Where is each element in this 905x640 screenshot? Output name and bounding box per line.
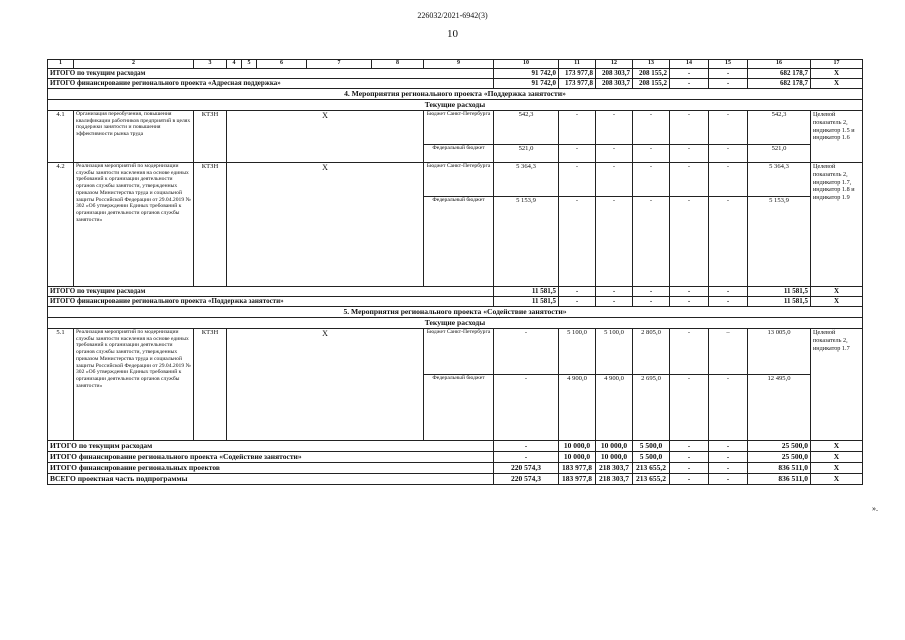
amount-cell: - xyxy=(596,197,633,287)
col-index: 2 xyxy=(74,60,194,69)
total-value: 11 581,5 xyxy=(494,297,559,307)
item-executor: КТЗН xyxy=(194,111,227,163)
total-label: ИТОГО по текущим расходам xyxy=(48,441,494,452)
amount-cell: - xyxy=(559,197,596,287)
amount-cell: - xyxy=(494,375,559,441)
amount-cell: - xyxy=(709,163,748,197)
item-number: 4.1 xyxy=(48,111,74,163)
funding-source: Федеральный бюджет xyxy=(424,375,494,441)
total-label: ИТОГО финансирование регионального проекта «Адресная поддержка» xyxy=(48,79,494,89)
amount-cell: - xyxy=(559,145,596,163)
col-index: 14 xyxy=(670,60,709,69)
col-index: 9 xyxy=(424,60,494,69)
amount-cell: - xyxy=(633,163,670,197)
total-value: - xyxy=(709,287,748,297)
col-index: 1 xyxy=(48,60,74,69)
page-number: 10 xyxy=(447,28,458,40)
item-number: 4.2 xyxy=(48,163,74,287)
total-value: 11 581,5 xyxy=(748,287,811,297)
total-value: - xyxy=(709,79,748,89)
total-value: 10 000,0 xyxy=(596,452,633,463)
total-label: ИТОГО финансирование регионального проекта «Содействие занятости» xyxy=(48,452,494,463)
section-title: 4. Мероприятия регионального проекта «Поддержка занятости» xyxy=(48,89,863,100)
subsection-heading-row xyxy=(48,100,863,111)
item-executor: КТЗН xyxy=(194,329,227,441)
total-row xyxy=(48,79,863,89)
total-value: 10 000,0 xyxy=(559,441,596,452)
total-row xyxy=(48,297,863,307)
total-row xyxy=(48,287,863,297)
total-value: - xyxy=(670,79,709,89)
total-value: - xyxy=(633,287,670,297)
total-value: 183 977,8 xyxy=(559,474,596,485)
total-value: - xyxy=(670,69,709,79)
total-value: 218 303,7 xyxy=(596,474,633,485)
funding-source: Федеральный бюджет xyxy=(424,197,494,287)
item-mark: X xyxy=(227,163,424,287)
amount-cell: - xyxy=(709,197,748,287)
total-value: 213 655,2 xyxy=(633,474,670,485)
total-value: - xyxy=(559,297,596,307)
total-value: 25 500,0 xyxy=(748,441,811,452)
total-value: X xyxy=(811,69,863,79)
total-value: - xyxy=(670,287,709,297)
target-indicator: Целевой показатель 2, индикатор 1.5 и индикатор 1.6 xyxy=(811,111,863,163)
item-name: Организация переобучения, повышения квалификации работников предприятий в целях поддержки занятости и повышения эффективности рынка труда xyxy=(74,111,194,163)
total-value: - xyxy=(559,287,596,297)
total-label: ВСЕГО проектная часть подпрограммы xyxy=(48,474,494,485)
total-value: X xyxy=(811,79,863,89)
total-value: - xyxy=(494,452,559,463)
amount-cell: - xyxy=(559,111,596,145)
financing-table xyxy=(47,59,863,485)
amount-cell: - xyxy=(709,145,748,163)
table-row xyxy=(48,163,863,197)
amount-cell: 521,0 xyxy=(494,145,559,163)
total-value: 208 155,2 xyxy=(633,79,670,89)
amount-cell: - xyxy=(670,329,709,375)
total-value: - xyxy=(670,297,709,307)
total-value: - xyxy=(670,452,709,463)
total-value: 213 655,2 xyxy=(633,463,670,474)
item-mark: X xyxy=(227,329,424,441)
amount-cell: 542,3 xyxy=(494,111,559,145)
item-name: Реализация мероприятий по модернизации службы занятости населения на основе единых требований к организации деятельности органов службы занятости, утвержденных приказом Министерства труда и социальной защиты Российской Федерации от 29.04.2019 № 302 «Об утверждении Единых требований к организации деятельности органов службы занятости» xyxy=(74,163,194,287)
amount-cell: 5 100,0 xyxy=(596,329,633,375)
total-row xyxy=(48,441,863,452)
total-label: ИТОГО по текущим расходам xyxy=(48,287,494,297)
col-index: 7 xyxy=(307,60,372,69)
total-value: - xyxy=(709,297,748,307)
col-index: 17 xyxy=(811,60,863,69)
col-index: 12 xyxy=(596,60,633,69)
amount-cell: 12 495,0 xyxy=(748,375,811,441)
amount-cell: - xyxy=(670,111,709,145)
section-title: 5. Мероприятия регионального проекта «Содействие занятости» xyxy=(48,307,863,318)
amount-cell: 5 364,3 xyxy=(494,163,559,197)
total-row xyxy=(48,69,863,79)
total-label: ИТОГО финансирование региональных проектов xyxy=(48,463,494,474)
col-index: 5 xyxy=(242,60,257,69)
amount-cell: 4 900,0 xyxy=(596,375,633,441)
col-index: 13 xyxy=(633,60,670,69)
total-value: 183 977,8 xyxy=(559,463,596,474)
total-value: X xyxy=(811,287,863,297)
total-value: - xyxy=(709,69,748,79)
total-value: X xyxy=(811,452,863,463)
col-index: 4 xyxy=(227,60,242,69)
section-heading-row xyxy=(48,89,863,100)
total-value: - xyxy=(596,287,633,297)
item-name: Реализация мероприятий по модернизации службы занятости населения на основе единых требований к организации деятельности органов службы занятости, утвержденных приказом Министерства труда и социальной защиты Российской Федерации от 29.04.2019 № 302 «Об утверждении Единых требований к организации деятельности органов службы занятости» xyxy=(74,329,194,441)
total-value: - xyxy=(709,452,748,463)
amount-cell: - xyxy=(670,375,709,441)
amount-cell: 13 005,0 xyxy=(748,329,811,375)
subsection-heading-row xyxy=(48,318,863,329)
total-row xyxy=(48,474,863,485)
amount-cell: - xyxy=(596,111,633,145)
col-index: 6 xyxy=(257,60,307,69)
amount-cell: 5 364,3 xyxy=(748,163,811,197)
amount-cell: 5 153,9 xyxy=(748,197,811,287)
target-indicator: Целевой показатель 2, индикатор 1.7, индикатор 1.8 и индикатор 1.9 xyxy=(811,163,863,287)
closing-quote-mark: ». xyxy=(872,504,878,513)
total-value: 173 977,8 xyxy=(559,79,596,89)
total-value: - xyxy=(670,474,709,485)
amount-cell: 2 805,0 xyxy=(633,329,670,375)
funding-source: Бюджет Санкт-Петербурга xyxy=(424,329,494,375)
total-value: 11 581,5 xyxy=(494,287,559,297)
document-code: 226032/2021-6942(3) xyxy=(417,11,488,20)
total-value: 682 178,7 xyxy=(748,79,811,89)
amount-cell: 4 900,0 xyxy=(559,375,596,441)
total-label: ИТОГО финансирование регионального проекта «Поддержка занятости» xyxy=(48,297,494,307)
total-row xyxy=(48,463,863,474)
funding-source: Бюджет Санкт-Петербурга xyxy=(424,163,494,197)
total-value: - xyxy=(670,441,709,452)
total-value: 836 511,0 xyxy=(748,474,811,485)
subsection-title: Текущие расходы xyxy=(48,318,863,329)
col-index: 10 xyxy=(494,60,559,69)
total-value: 5 500,0 xyxy=(633,452,670,463)
amount-cell: - xyxy=(494,329,559,375)
amount-cell: - xyxy=(709,375,748,441)
total-value: 208 155,2 xyxy=(633,69,670,79)
total-value: - xyxy=(709,474,748,485)
total-value: 91 742,0 xyxy=(494,69,559,79)
total-value: X xyxy=(811,463,863,474)
amount-cell: - xyxy=(670,145,709,163)
total-value: - xyxy=(709,441,748,452)
funding-source: Федеральный бюджет xyxy=(424,145,494,163)
total-value: 173 977,8 xyxy=(559,69,596,79)
col-index: 11 xyxy=(559,60,596,69)
total-value: X xyxy=(811,297,863,307)
total-value: 25 500,0 xyxy=(748,452,811,463)
amount-cell: - xyxy=(596,145,633,163)
table-row xyxy=(48,111,863,145)
total-value: - xyxy=(596,297,633,307)
amount-cell: – xyxy=(709,329,748,375)
target-indicator: Целевой показатель 2, индикатор 1.7 xyxy=(811,329,863,441)
total-value: 91 742,0 xyxy=(494,79,559,89)
col-index: 3 xyxy=(194,60,227,69)
column-index-row xyxy=(48,60,863,69)
total-label: ИТОГО по текущим расходам xyxy=(48,69,494,79)
total-value: X xyxy=(811,441,863,452)
subsection-title: Текущие расходы xyxy=(48,100,863,111)
total-value: - xyxy=(670,463,709,474)
amount-cell: - xyxy=(670,163,709,197)
amount-cell: - xyxy=(670,197,709,287)
col-index: 15 xyxy=(709,60,748,69)
col-index: 8 xyxy=(372,60,424,69)
total-row xyxy=(48,452,863,463)
col-index: 16 xyxy=(748,60,811,69)
item-executor: КТЗН xyxy=(194,163,227,287)
total-value: 11 581,5 xyxy=(748,297,811,307)
total-value: 10 000,0 xyxy=(596,441,633,452)
total-value: 208 303,7 xyxy=(596,69,633,79)
total-value: X xyxy=(811,474,863,485)
total-value: 836 511,0 xyxy=(748,463,811,474)
amount-cell: - xyxy=(633,197,670,287)
item-mark: X xyxy=(227,111,424,163)
total-value: 220 574,3 xyxy=(494,463,559,474)
total-value: 682 178,7 xyxy=(748,69,811,79)
table-row xyxy=(48,329,863,375)
item-number: 5.1 xyxy=(48,329,74,441)
total-value: 220 574,3 xyxy=(494,474,559,485)
total-value: 10 000,0 xyxy=(559,452,596,463)
amount-cell: 521,0 xyxy=(748,145,811,163)
amount-cell: - xyxy=(633,145,670,163)
total-value: - xyxy=(633,297,670,307)
total-value: 218 303,7 xyxy=(596,463,633,474)
total-value: 5 500,0 xyxy=(633,441,670,452)
amount-cell: - xyxy=(709,111,748,145)
amount-cell: 2 695,0 xyxy=(633,375,670,441)
amount-cell: 542,3 xyxy=(748,111,811,145)
total-value: - xyxy=(494,441,559,452)
amount-cell: 5 153,9 xyxy=(494,197,559,287)
section-heading-row xyxy=(48,307,863,318)
amount-cell: - xyxy=(559,163,596,197)
total-value: - xyxy=(709,463,748,474)
amount-cell: - xyxy=(633,111,670,145)
total-value: 208 303,7 xyxy=(596,79,633,89)
amount-cell: 5 100,0 xyxy=(559,329,596,375)
amount-cell: - xyxy=(596,163,633,197)
funding-source: Бюджет Санкт-Петербурга xyxy=(424,111,494,145)
